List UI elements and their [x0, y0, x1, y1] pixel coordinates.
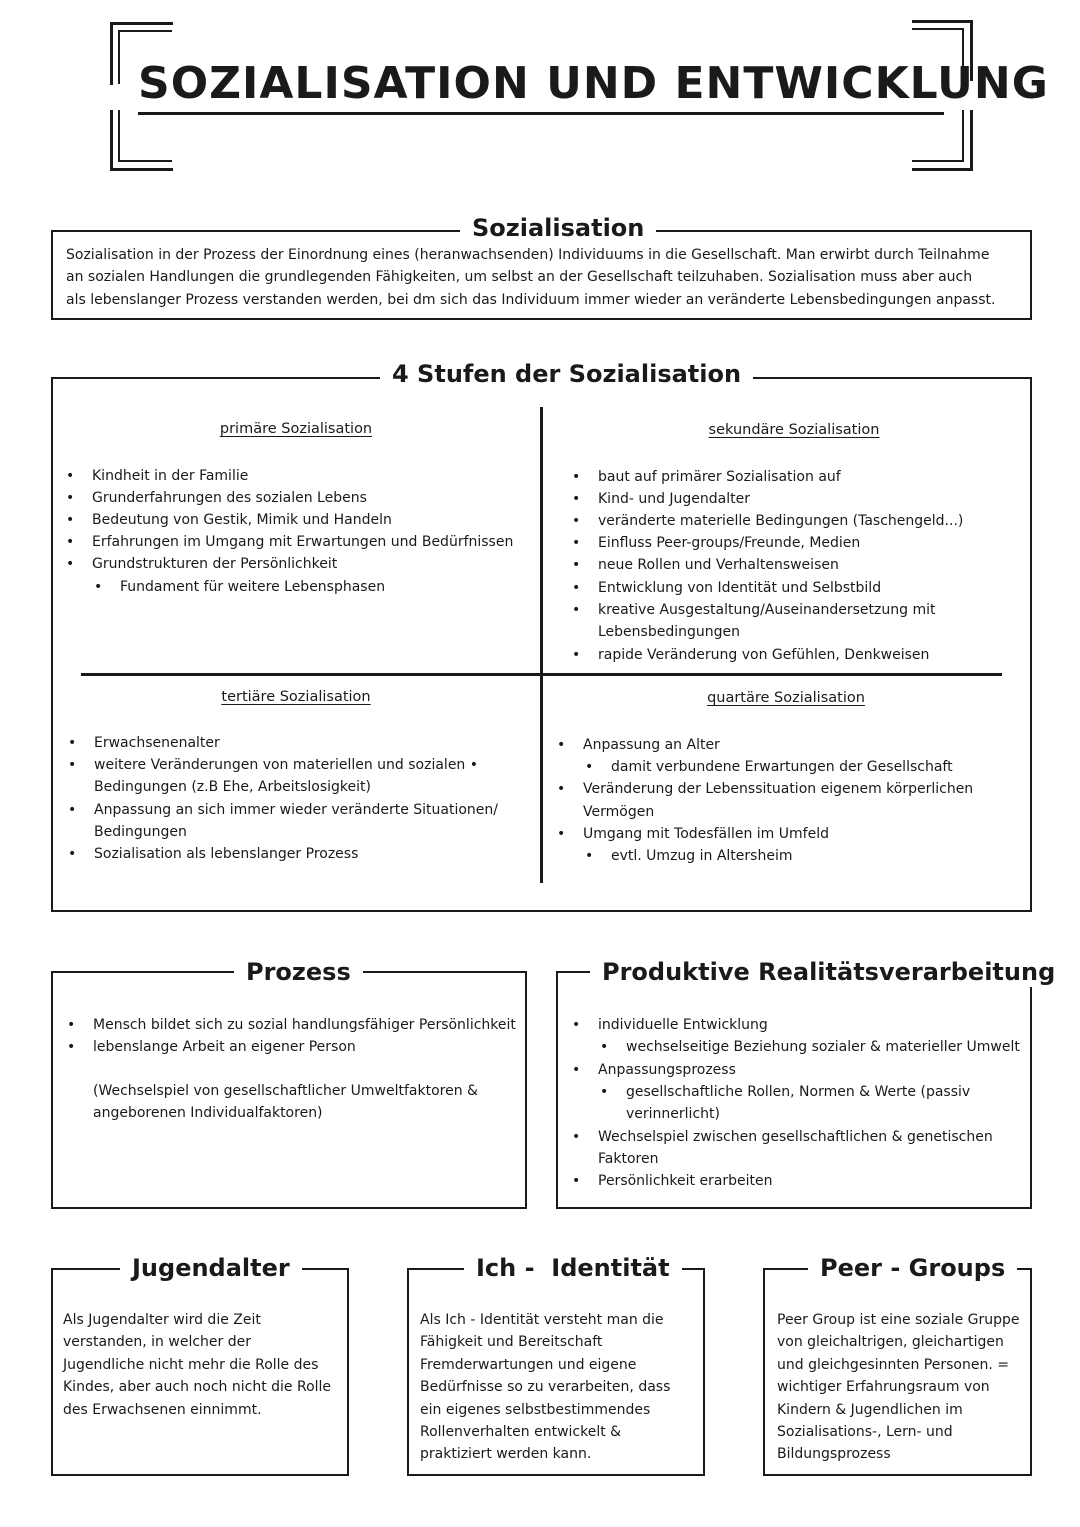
peer-text: Peer Group ist eine soziale Gruppe von gleichaltrigen, gleichartigen und gleichgesinnten Personen. = wichtiger Erfahrungsraum von Kindern & Jugendlichen im Sozialisations-, Lern- und Bildungsprozess: [777, 1312, 1020, 1463]
prozess-note: (Wechselspiel von gesellschaftlicher Umweltfaktoren & angeborenen Individualfaktoren): [93, 1083, 478, 1122]
sekundaer-item: • Einfluss Peer-groups/Freunde, Medien: [598, 532, 860, 554]
jugendalter-text: Als Jugendalter wird die Zeit verstanden, in welcher der Jugendliche nicht mehr die Rolle des Kindes, aber auch noch nicht die Rolle des Erwachsenen einnimmt.: [63, 1312, 332, 1418]
produktiv-heading: Produktive Realitätsverarbeitung: [590, 957, 1067, 987]
tertiaer-item: • Sozialisation als lebenslanger Prozess: [94, 843, 358, 865]
tertiaer-item-cont: Bedingungen: [94, 824, 187, 840]
quartaer-item: • Anpassung an Alter: [583, 734, 720, 756]
jugendalter-heading: Jugendalter: [120, 1253, 302, 1283]
produktiv-item: • Wechselspiel zwischen gesellschaftlichen & genetischen: [598, 1126, 993, 1148]
tertiaer-title: tertiäre Sozialisation: [221, 689, 371, 705]
produktiv-subitem: • wechselseitige Beziehung sozialer & materieller Umwelt: [626, 1036, 1020, 1058]
tertiaer-item-cont: Bedingungen (z.B Ehe, Arbeitslosigkeit): [94, 779, 371, 795]
primaer-subitem: • Fundament für weitere Lebensphasen: [120, 576, 385, 598]
produktiv-item-cont: Faktoren: [598, 1151, 659, 1167]
produktiv-item: • individuelle Entwicklung: [598, 1014, 768, 1036]
stufen-vertical-divider: [540, 407, 543, 883]
sekundaer-item: • Entwicklung von Identität und Selbstbild: [598, 577, 881, 599]
sekundaer-item: • kreative Ausgestaltung/Auseinandersetzung mit: [598, 599, 935, 621]
prozess-item: • lebenslange Arbeit an eigener Person: [93, 1036, 356, 1058]
sekundaer-item: • Kind- und Jugendalter: [598, 488, 750, 510]
stufen-heading: 4 Stufen der Sozialisation: [380, 359, 753, 389]
identitaet-text: Als Ich - Identität versteht man die Fähigkeit und Bereitschaft Fremderwartungen und eigene Bedürfnisse so zu verarbeiten, dass ein eigenes selbstbestimmendes Rollenverhalten entwickelt & praktiziert werden kann.: [420, 1312, 671, 1463]
primaer-item: • Erfahrungen im Umgang mit Erwartungen und Bedürfnissen: [92, 531, 513, 553]
quartaer-item: • Umgang mit Todesfällen im Umfeld: [583, 823, 829, 845]
sekundaer-item: • neue Rollen und Verhaltensweisen: [598, 554, 839, 576]
sozialisation-text: Sozialisation in der Prozess der Einordnung eines (heranwachsenden) Individuums in die Gesellschaft. Man erwirbt durch Teilnahme an sozialen Handlungen die grundlegenden Fähigkeiten, um selbst an der Gesellschaft teilzuhaben. Sozialisation muss aber auch als lebenslanger Prozess verstanden werden, bei dm sich das Individuum immer wieder an veränderte Lebensbedingungen anpasst.: [66, 247, 996, 308]
primaer-title: primäre Sozialisation: [219, 421, 373, 437]
page-title: SOZIALISATION UND ENTWICKLUNG: [138, 58, 1049, 109]
primaer-item: • Bedeutung von Gestik, Mimik und Handeln: [92, 509, 392, 531]
produktiv-subitem-cont: verinnerlicht): [626, 1106, 720, 1122]
quartaer-title: quartäre Sozialisation: [707, 690, 865, 706]
sekundaer-item-cont: Lebensbedingungen: [598, 624, 740, 640]
quartaer-subitem: • damit verbundene Erwartungen der Gesellschaft: [611, 756, 953, 778]
produktiv-subitem: • gesellschaftliche Rollen, Normen & Werte (passiv: [626, 1081, 970, 1103]
quartaer-item: • Veränderung der Lebenssituation eigenem körperlichen: [583, 778, 973, 800]
tertiaer-item: • Erwachsenenalter: [94, 732, 220, 754]
title-underline: [138, 112, 944, 115]
identitaet-heading: Ich - Identität: [464, 1253, 682, 1283]
produktiv-item: • Anpassungsprozess: [598, 1059, 736, 1081]
tertiaer-item: • Anpassung an sich immer wieder veränderte Situationen/: [94, 799, 498, 821]
peer-heading: Peer - Groups: [808, 1253, 1017, 1283]
bracket-bottom-left-inner: [118, 110, 172, 162]
quartaer-item-cont: Vermögen: [583, 804, 655, 820]
tertiaer-item: • weitere Veränderungen von materiellen und sozialen •: [94, 754, 478, 776]
primaer-item: • Grundstrukturen der Persönlichkeit: [92, 553, 337, 575]
primaer-item: • Grunderfahrungen des sozialen Lebens: [92, 487, 367, 509]
prozess-heading: Prozess: [234, 957, 363, 987]
quartaer-subitem: • evtl. Umzug in Altersheim: [611, 845, 792, 867]
stufen-horizontal-divider: [81, 673, 1002, 676]
prozess-item: • Mensch bildet sich zu sozial handlungsfähiger Persönlichkeit: [93, 1014, 516, 1036]
sekundaer-item: • baut auf primärer Sozialisation auf: [598, 466, 841, 488]
produktiv-item: • Persönlichkeit erarbeiten: [598, 1170, 773, 1192]
sekundaer-item: • rapide Veränderung von Gefühlen, Denkweisen: [598, 644, 929, 666]
sekundaer-item: • veränderte materielle Bedingungen (Taschengeld...): [598, 510, 963, 532]
bracket-bottom-right-inner: [912, 110, 964, 162]
sekundaer-title: sekundäre Sozialisation: [708, 422, 880, 438]
sozialisation-heading: Sozialisation: [460, 213, 656, 243]
primaer-item: • Kindheit in der Familie: [92, 465, 248, 487]
